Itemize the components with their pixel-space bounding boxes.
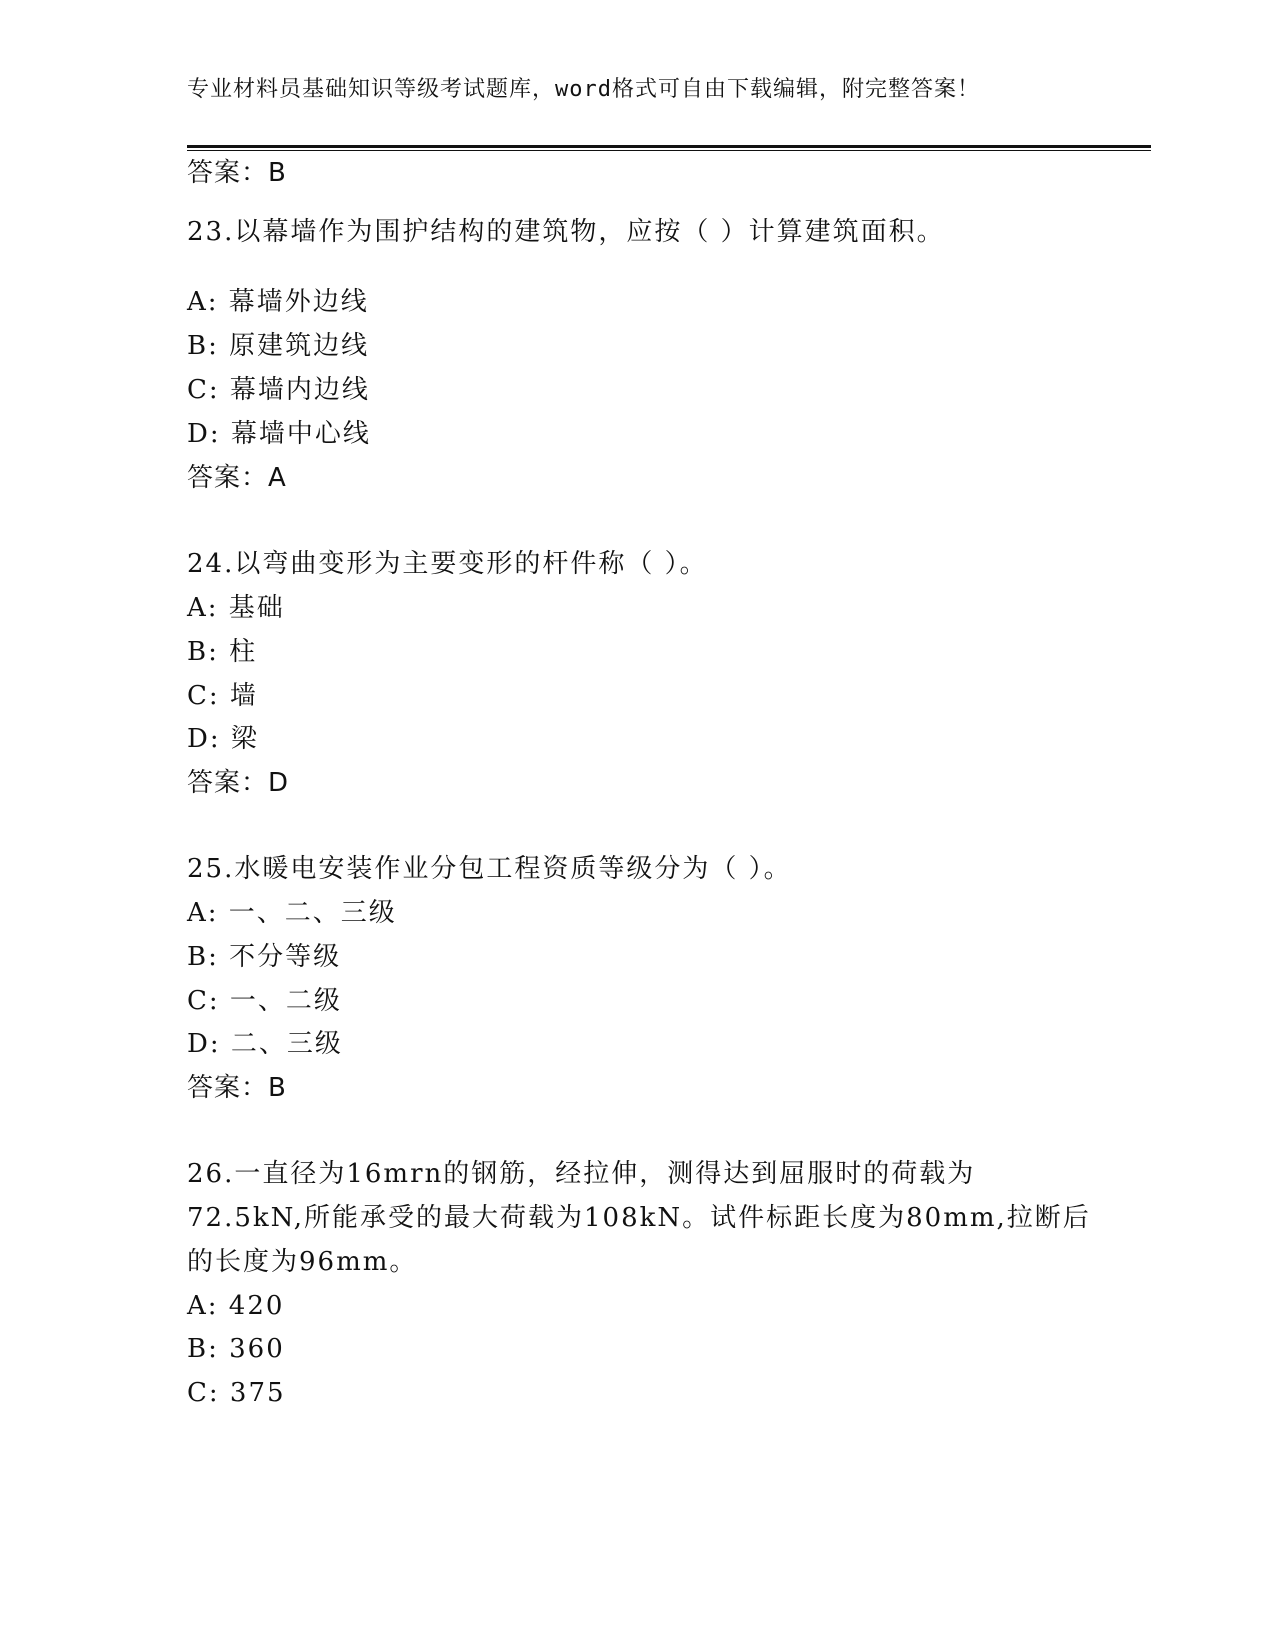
question-stem: 24.以弯曲变形为主要变形的杆件称（ ）。 xyxy=(187,549,708,579)
answer: 答案：A xyxy=(187,463,287,493)
option-d: D: 幕墙中心线 xyxy=(187,419,371,449)
question-stem-line-3: 的长度为96mm。 xyxy=(187,1247,418,1277)
answer: 答案：D xyxy=(187,768,290,798)
option-b: B: 不分等级 xyxy=(187,942,342,972)
option-b: B: 柱 xyxy=(187,637,258,667)
option-c: C: 幕墙内边线 xyxy=(187,375,370,405)
option-a: A: 基础 xyxy=(187,593,285,623)
header-text: 专业材料员基础知识等级考试题库，word格式可自由下载编辑，附完整答案！ xyxy=(187,77,980,102)
option-a: A: 幕墙外边线 xyxy=(187,287,369,317)
option-d: D: 梁 xyxy=(187,724,259,754)
option-c: C: 墙 xyxy=(187,681,258,711)
question-stem-line-1: 26.一直径为16mrn的钢筋，经拉伸，测得达到屈服时的荷载为 xyxy=(187,1159,976,1189)
header-rule-thick xyxy=(187,145,1151,148)
option-b: B: 原建筑边线 xyxy=(187,331,370,361)
option-b: B: 360 xyxy=(187,1334,285,1364)
option-a: A: 420 xyxy=(187,1291,285,1321)
answer: 答案：B xyxy=(187,1073,287,1103)
question-stem: 23.以幕墙作为围护结构的建筑物，应按（ ）计算建筑面积。 xyxy=(187,217,945,247)
option-d: D: 二、三级 xyxy=(187,1029,343,1059)
prev-answer: 答案：B xyxy=(187,158,287,188)
option-c: C: 一、二级 xyxy=(187,986,342,1016)
header-rule-thin xyxy=(187,150,1151,151)
question-stem: 25.水暖电安装作业分包工程资质等级分为（ ）。 xyxy=(187,854,792,884)
option-c: C: 375 xyxy=(187,1378,286,1408)
question-stem-line-2: 72.5kN,所能承受的最大荷载为108kN。试件标距长度为80mm,拉断后 xyxy=(187,1203,1091,1233)
option-a: A: 一、二、三级 xyxy=(187,898,397,928)
